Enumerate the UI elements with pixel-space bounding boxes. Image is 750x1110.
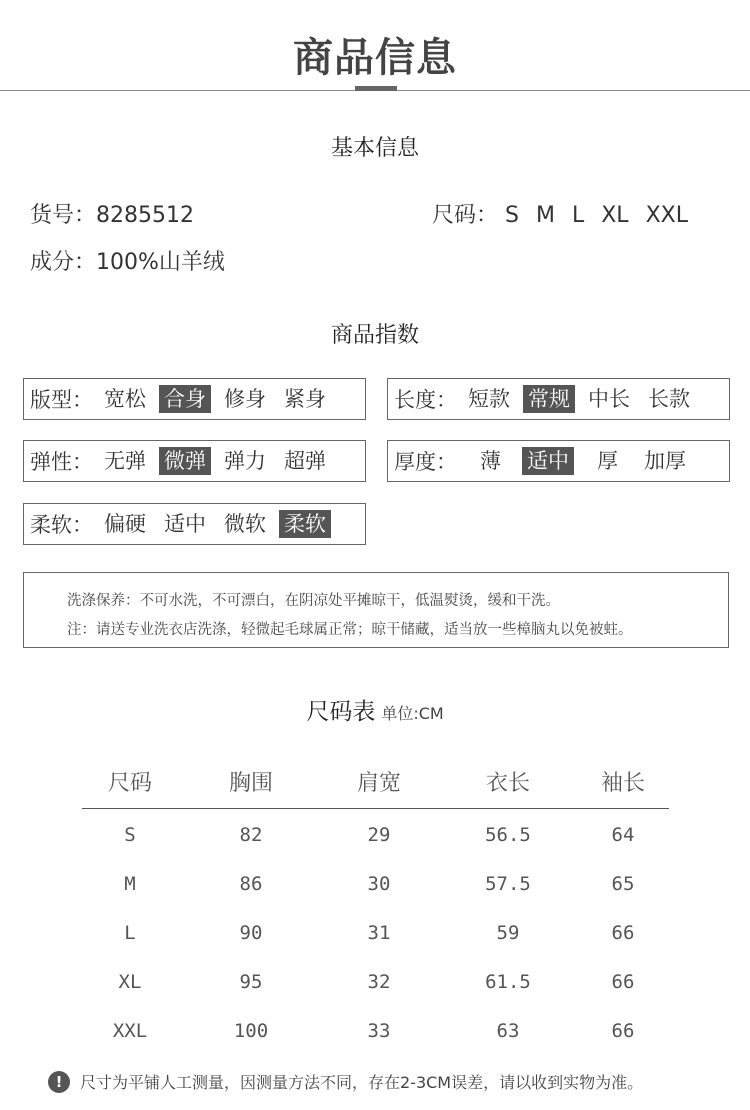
softness-option: 适中 <box>164 512 206 536</box>
size-table-header: 肩宽 <box>356 771 401 796</box>
thickness-option: 加厚 <box>644 449 686 473</box>
size-table-cell: 32 <box>367 971 391 993</box>
thickness-row <box>387 440 730 482</box>
fit-option: 修身 <box>224 387 266 411</box>
measurement-note-text: 尺寸为平铺人工测量，因测量方法不同，存在2-3CM误差，请以收到实物为准。 <box>80 1073 644 1092</box>
size-table-cell: XL <box>118 971 142 993</box>
length-option: 常规 <box>523 385 575 413</box>
size-option: XXL <box>645 203 688 228</box>
length-option: 短款 <box>468 387 510 411</box>
warning-icon: ! <box>48 1071 70 1093</box>
size-table-cell: 61.5 <box>485 971 531 993</box>
thickness-option: 厚 <box>597 449 618 473</box>
size-table-divider <box>82 808 669 809</box>
size-table-cell: 56.5 <box>485 824 531 846</box>
size-option: M <box>535 203 555 228</box>
size-table-header: 袖长 <box>600 771 645 796</box>
softness-option: 微软 <box>224 512 266 536</box>
thickness-option: 适中 <box>522 447 574 475</box>
size-table-header: 尺码 <box>107 771 152 796</box>
page-title: 商品信息 <box>293 35 457 81</box>
size-option: XL <box>601 203 629 228</box>
size-table-cell: M <box>124 873 136 895</box>
material-label: 成分： <box>30 250 97 275</box>
care-instructions-box <box>23 572 729 648</box>
size-table-header: 衣长 <box>485 771 530 796</box>
care-note: 注：请送专业洗衣店洗涤，轻微起毛球属正常；晾干储藏，适当放一些樟脑丸以免被蛀。 <box>67 622 633 638</box>
fit-label: 版型： <box>30 388 93 412</box>
size-table-cell: 63 <box>496 1020 520 1042</box>
size-table-header: 胸围 <box>228 771 273 796</box>
fit-option: 紧身 <box>284 387 326 411</box>
elasticity-option: 弹力 <box>224 449 266 473</box>
size-option: S <box>505 203 519 228</box>
size-table-cell: S <box>124 824 136 846</box>
length-option: 中长 <box>588 387 630 411</box>
size-line <box>432 198 698 229</box>
fit-row <box>23 378 366 420</box>
elasticity-label: 弹性： <box>30 450 93 474</box>
size-table-cell: 59 <box>496 922 520 944</box>
softness-row <box>23 503 366 545</box>
fit-option: 合身 <box>159 385 211 413</box>
size-table-cell: 30 <box>367 873 391 895</box>
size-table-cell: 64 <box>611 824 635 846</box>
size-table-cell: 66 <box>611 922 635 944</box>
size-table-cell: 82 <box>239 824 263 846</box>
size-table-cell: XXL <box>112 1020 148 1042</box>
size-table-cell: 95 <box>239 971 263 993</box>
fit-option: 宽松 <box>104 387 146 411</box>
size-table-heading: 尺码表 <box>306 699 376 725</box>
length-row <box>387 378 730 420</box>
elasticity-row <box>23 440 366 482</box>
length-label: 长度： <box>394 388 457 412</box>
size-table-cell: 90 <box>239 922 263 944</box>
size-table-cell: 66 <box>611 971 635 993</box>
material-value: 100%山羊绒 <box>96 250 225 275</box>
size-table-cell: 65 <box>611 873 635 895</box>
measurement-note <box>48 1070 643 1093</box>
basic-info-heading: 基本信息 <box>330 136 419 161</box>
size-table-cell: L <box>124 922 136 944</box>
title-accent-bar <box>355 86 397 91</box>
size-label: 尺码： <box>432 203 499 228</box>
softness-option: 柔软 <box>279 510 331 538</box>
size-table-cell: 31 <box>367 922 391 944</box>
size-table-cell: 33 <box>367 1020 391 1042</box>
softness-label: 柔软： <box>30 513 93 537</box>
size-list <box>498 203 698 228</box>
sku-line <box>30 198 194 229</box>
elasticity-option: 微弹 <box>159 447 211 475</box>
size-table-cell: 29 <box>367 824 391 846</box>
size-option: L <box>571 203 585 228</box>
length-option: 长款 <box>648 387 690 411</box>
elasticity-option: 超弹 <box>284 449 326 473</box>
thickness-option: 薄 <box>480 449 501 473</box>
size-table-unit: 单位:CM <box>381 704 444 723</box>
size-table-title <box>0 693 750 726</box>
sku-value: 8285512 <box>96 203 194 228</box>
material-line <box>30 245 225 276</box>
size-table-cell: 66 <box>611 1020 635 1042</box>
product-index-heading: 商品指数 <box>330 323 419 348</box>
size-table-cell: 100 <box>233 1020 269 1042</box>
softness-option: 偏硬 <box>104 512 146 536</box>
thickness-label: 厚度： <box>394 450 457 474</box>
care-instructions: 洗涤保养：不可水洗，不可漂白，在阴凉处平摊晾干，低温熨烫，缓和干洗。 <box>67 593 560 609</box>
sku-label: 货号： <box>30 203 97 228</box>
size-table-cell: 57.5 <box>485 873 531 895</box>
size-table-cell: 86 <box>239 873 263 895</box>
elasticity-option: 无弹 <box>104 449 146 473</box>
